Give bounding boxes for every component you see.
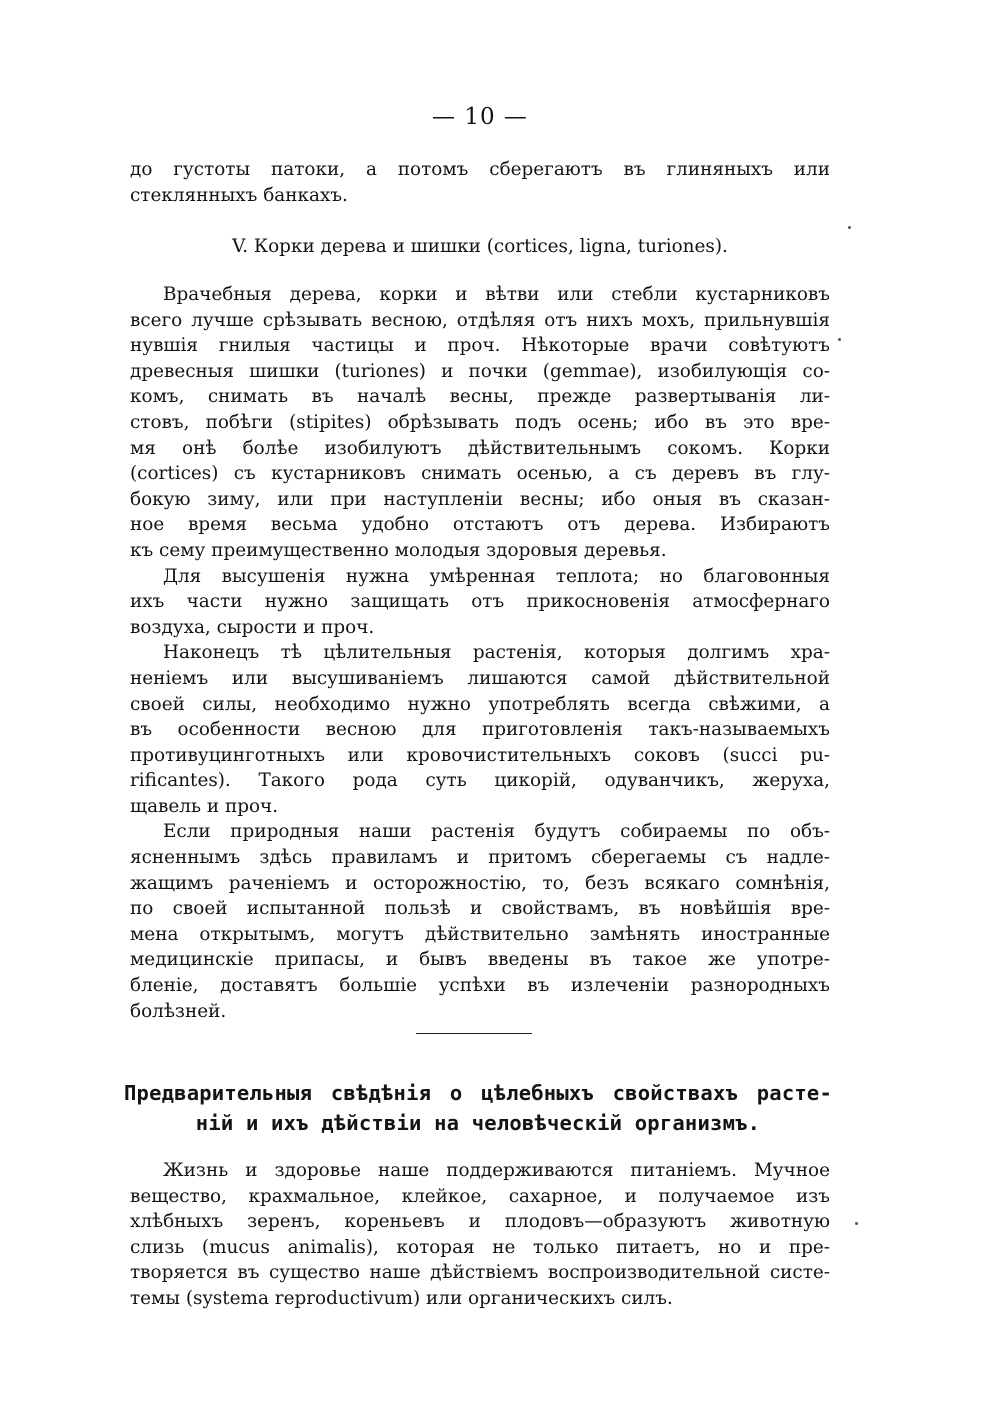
text-line: ихъ части нужно защищать отъ прикосновенія атмосфернаго <box>130 591 830 613</box>
text-line: темы (systema reproductivum) или органическихъ силъ. <box>130 1287 673 1309</box>
text-line: всего лучше срѣзывать весною, отдѣляя отъ нихъ мохъ, прильнувшія <box>130 309 830 331</box>
text-line: мя онѣ болѣе изобилуютъ дѣйствительнымъ сокомъ. Корки <box>130 437 830 459</box>
paper-speck <box>855 1222 858 1225</box>
chapter-title-line: ній и ихъ дѣйствіи на человѣческій организмъ. <box>195 1111 761 1135</box>
text-line: древесныя шишки (turiones) и почки (gemmae), изобилующія со- <box>130 360 830 382</box>
paper-speck <box>848 226 851 229</box>
paper-speck <box>838 338 841 341</box>
text-line: до густоты патоки, а потомъ сберегаютъ въ глиняныхъ или <box>130 159 830 180</box>
chapter-title <box>124 1078 832 1138</box>
text-line: Врачебныя дерева, корки и вѣтви или стебли кустарниковъ <box>163 284 830 305</box>
text-line: вещество, крахмальное, клейкое, сахарное, и получаемое изъ <box>130 1185 830 1207</box>
section-v-heading: V. Корки дерева и шишки (cortices, ligna, turiones). <box>232 236 728 257</box>
text-line: хлѣбныхъ зеренъ, кореньевъ и плодовъ—образуютъ животную <box>130 1211 830 1233</box>
text-line: Жизнь и здоровье наше поддерживаются питаніемъ. Мучное <box>163 1160 830 1181</box>
text-line: воздуха, сырости и проч. <box>130 616 375 638</box>
text-line: стеклянныхъ банкахъ. <box>130 184 348 206</box>
text-line: Если природныя наши растенія будутъ собираемы по объ- <box>163 821 830 843</box>
page-number: — 10 — <box>432 104 528 130</box>
text-line: къ сему преимущественно молодыя здоровыя деревья. <box>130 539 667 561</box>
text-line: слизь (mucus animalis), которая не только питаетъ, но и пре- <box>130 1236 830 1258</box>
text-line: мена открытымъ, могутъ дѣйствительно замѣнять иностранные <box>130 923 830 945</box>
text-line: щавель и проч. <box>130 795 279 817</box>
text-line: комъ, снимать въ началѣ весны, прежде развертыванія ли- <box>130 386 830 408</box>
text-line: бокую зиму, или при наступленіи весны; ибо оныя въ сказан- <box>130 488 830 510</box>
text-line: ное время весьма удобно отстаютъ отъ дерева. Избираютъ <box>130 514 830 536</box>
text-line: ясненнымъ здѣсь правиламъ и притомъ сберегаемы съ надле- <box>130 847 830 869</box>
chapter-paragraph <box>130 1158 830 1312</box>
text-line: медицинскіе припасы, и бывъ введены въ такое же употре- <box>130 949 830 971</box>
text-line: стовъ, побѣги (stipites) обрѣзывать подъ осень; ибо въ это вре- <box>130 411 830 433</box>
top-paragraph <box>130 157 830 208</box>
text-line: rificantes). Такого рода суть цикорій, одуванчикъ, жеруха, <box>130 770 830 792</box>
text-line: жащимъ раченіемъ и осторожностію, то, безъ всякаго сомнѣнія, <box>130 872 830 894</box>
body-paragraphs <box>130 282 830 1024</box>
text-line: своей силы, необходимо нужно употреблять всегда свѣжими, а <box>130 693 830 715</box>
text-line: (cortices) съ кустарниковъ снимать осенью, а съ деревъ въ глу- <box>130 463 830 485</box>
text-line: по своей испытанной пользѣ и свойствамъ, въ новѣйшія вре- <box>130 898 830 920</box>
text-line: бленіе, доставятъ большіе успѣхи въ излеченіи разнородныхъ <box>130 975 830 997</box>
text-line: противуцинготныхъ или кровочистительныхъ соковъ (succi pu- <box>130 744 830 766</box>
text-line: болѣзней. <box>130 1000 227 1022</box>
text-line: нувшія гнилыя частицы и проч. Нѣкоторые врачи совѣтуютъ <box>130 335 830 357</box>
section-divider <box>416 1033 532 1034</box>
text-line: творяется въ существо наше дѣйствіемъ воспроизводительной систе- <box>130 1262 830 1284</box>
text-line: Наконецъ тѣ цѣлительныя растенія, которыя долгимъ хра- <box>163 642 830 664</box>
text-line: Для высушенія нужна умѣренная теплота; но благовонныя <box>163 565 830 587</box>
chapter-title-line: Предварительныя свѣдѣнія о цѣлебныхъ свойствахъ расте- <box>124 1081 832 1105</box>
text-line: въ особенности весною для приготовленія такъ-называемыхъ <box>130 719 830 741</box>
text-line: неніемъ или высушиваніемъ лишаются самой дѣйствительной <box>130 667 830 689</box>
